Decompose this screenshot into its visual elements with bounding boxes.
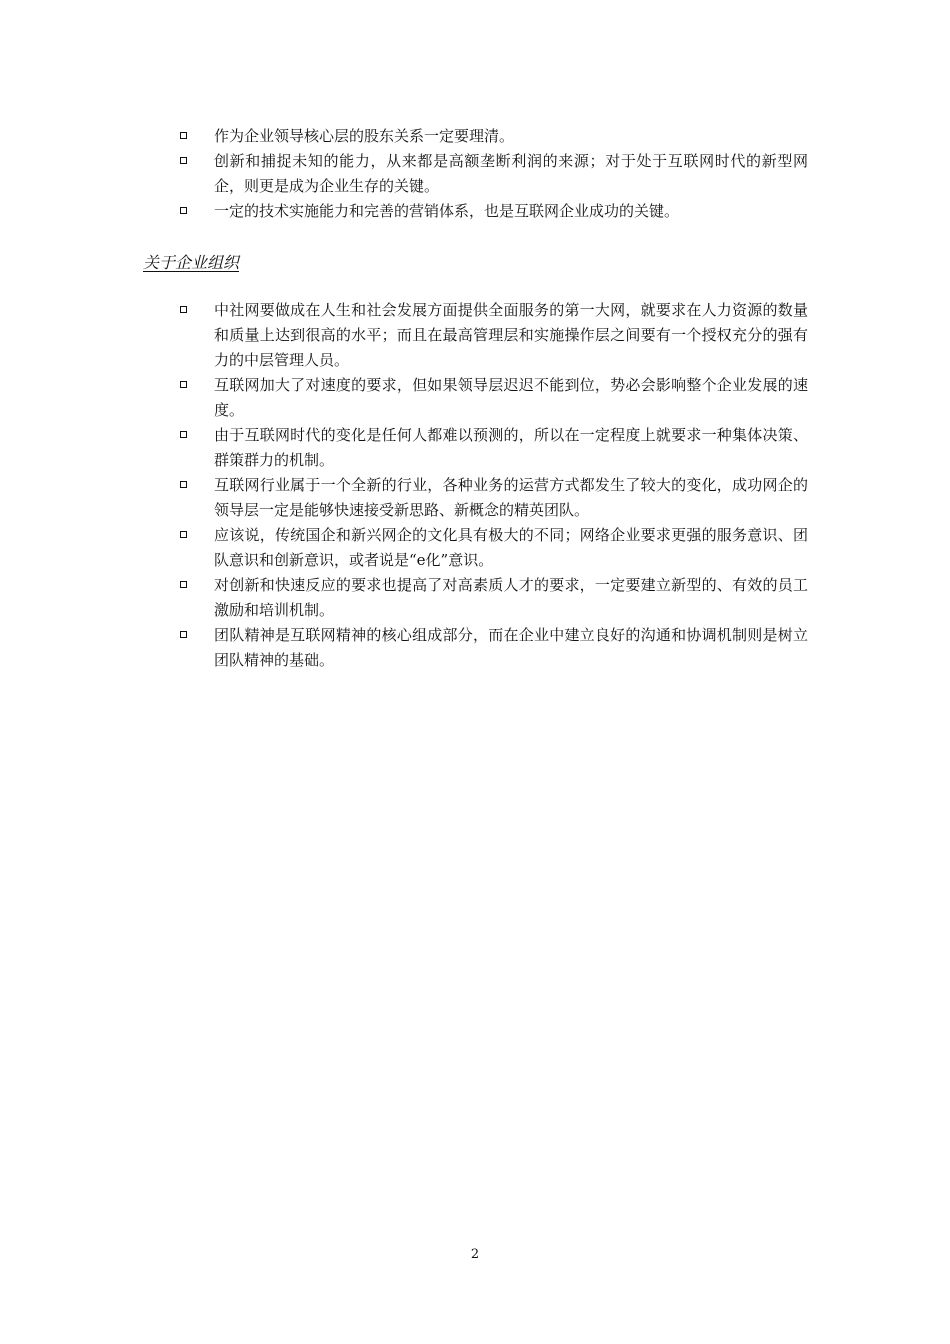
list-item-text: 一定的技术实施能力和完善的营销体系，也是互联网企业成功的关键。	[214, 202, 680, 220]
square-bullet-icon	[180, 207, 187, 214]
square-bullet-icon	[180, 306, 187, 313]
list-item	[180, 298, 808, 373]
list-item	[180, 573, 808, 623]
list-item	[180, 373, 808, 423]
list-item-text: 中社网要做成在人生和社会发展方面提供全面服务的第一大网，就要求在人力资源的数量和质量上达到很高的水平；而且在最高管理层和实施操作层之间要有一个授权充分的强有力的中层管理人员。	[214, 301, 808, 369]
square-bullet-icon	[180, 531, 187, 538]
list-item	[180, 124, 808, 149]
bullet-list-organization	[180, 298, 808, 673]
list-item-text: 对创新和快速反应的要求也提高了对高素质人才的要求，一定要建立新型的、有效的员工激励和培训机制。	[214, 576, 808, 619]
bullet-list-top	[180, 124, 808, 224]
list-item-text: 由于互联网时代的变化是任何人都难以预测的，所以在一定程度上就要求一种集体决策、群策群力的机制。	[214, 426, 808, 469]
list-item-text: 互联网行业属于一个全新的行业，各种业务的运营方式都发生了较大的变化，成功网企的领导层一定是能够快速接受新思路、新概念的精英团队。	[214, 476, 808, 519]
list-item	[180, 623, 808, 673]
list-item	[180, 199, 808, 224]
list-item-text: 作为企业领导核心层的股东关系一定要理清。	[214, 127, 515, 145]
list-item	[180, 473, 808, 523]
list-item	[180, 523, 808, 573]
square-bullet-icon	[180, 431, 187, 438]
list-item-text: 互联网加大了对速度的要求，但如果领导层迟迟不能到位，势必会影响整个企业发展的速度。	[214, 376, 808, 419]
list-item-text: 应该说，传统国企和新兴网企的文化具有极大的不同；网络企业要求更强的服务意识、团队意识和创新意识，或者说是“e化”意识。	[214, 526, 808, 569]
list-item	[180, 149, 808, 199]
square-bullet-icon	[180, 631, 187, 638]
section-heading: 关于企业组织	[143, 253, 240, 272]
square-bullet-icon	[180, 481, 187, 488]
list-item-text: 团队精神是互联网精神的核心组成部分，而在企业中建立良好的沟通和协调机制则是树立团队精神的基础。	[214, 626, 808, 669]
list-item	[180, 423, 808, 473]
square-bullet-icon	[180, 581, 187, 588]
square-bullet-icon	[180, 157, 187, 164]
page-number: 2	[470, 1247, 480, 1262]
square-bullet-icon	[180, 381, 187, 388]
square-bullet-icon	[180, 132, 187, 139]
list-item-text: 创新和捕捉未知的能力，从来都是高额垄断利润的来源；对于处于互联网时代的新型网企，则更是成为企业生存的关键。	[214, 152, 808, 195]
